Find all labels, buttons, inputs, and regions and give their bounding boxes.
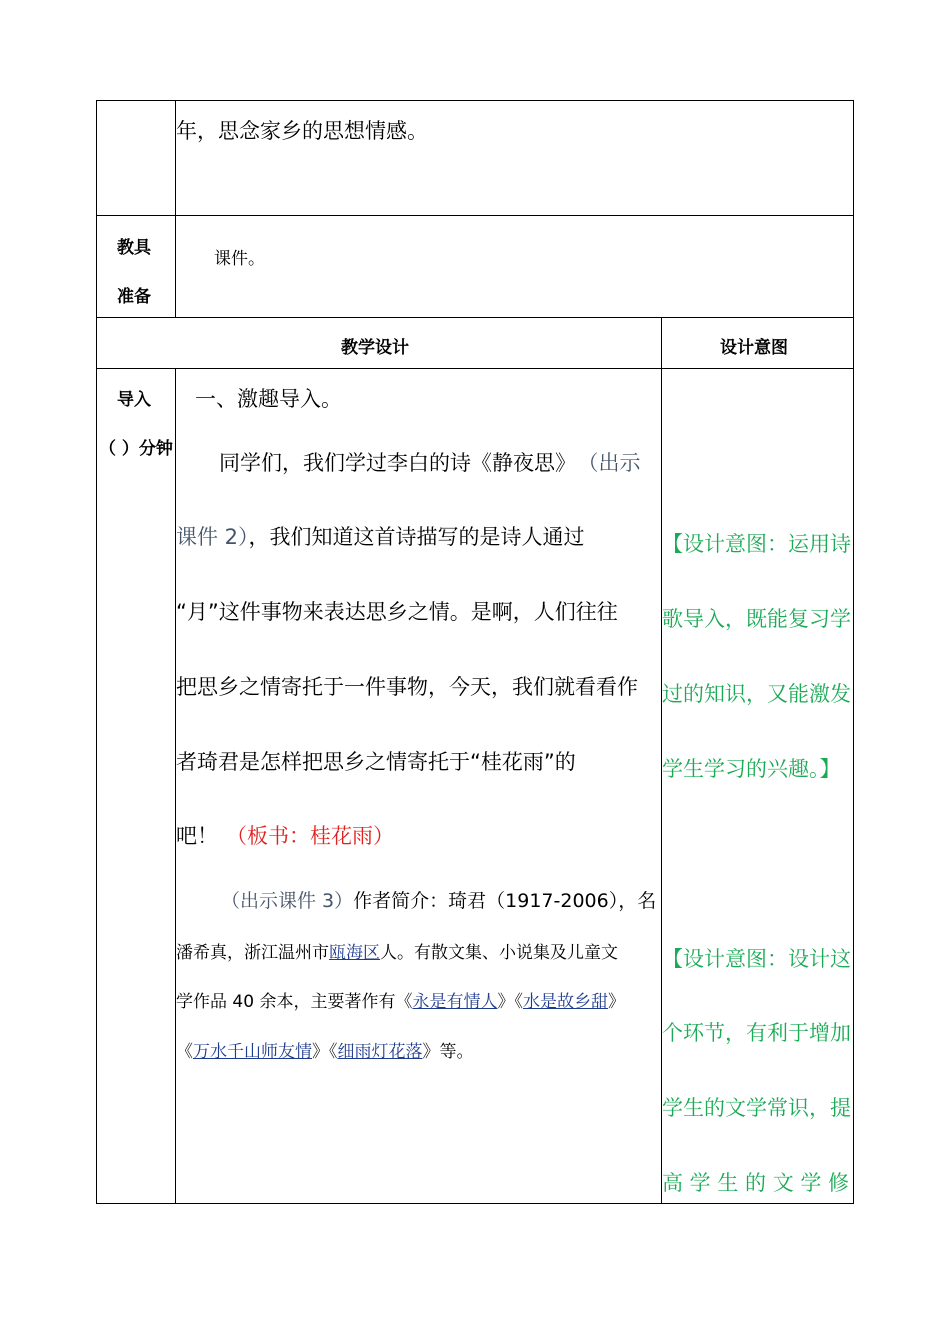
intent-1-line: 过的知识，又能激发 <box>662 682 851 706</box>
author-line: 潘希真，浙江温州市瓯海区人。有散文集、小说集及儿童文 <box>176 943 618 963</box>
intro-line: 课件 2），我们知道这首诗描写的是诗人通过 <box>176 525 585 549</box>
intro-line: 把思乡之情寄托于一件事物，今天，我们就看看作 <box>176 675 638 699</box>
intent-1-line: 【设计意图：运用诗 <box>662 532 851 556</box>
row-divider <box>97 368 853 369</box>
link-book-1[interactable]: 永是有情人 <box>412 992 498 1012</box>
author-line: 学作品 40 余本，主要著作有《永是有情人》《水是故乡甜》 <box>176 992 625 1012</box>
stage-time: （ ）分钟 <box>99 439 173 459</box>
link-book-2[interactable]: 水是故乡甜 <box>522 992 608 1012</box>
intent-header: 设计意图 <box>720 338 788 358</box>
author-line: 《万水千山师友情》《细雨灯花落》等。 <box>176 1042 474 1062</box>
link-book-4[interactable]: 细雨灯花落 <box>337 1042 423 1062</box>
column-divider <box>175 368 176 1203</box>
author-line: （出示课件 3）作者简介：琦君（1917-2006），名 <box>221 890 657 912</box>
design-header: 教学设计 <box>341 338 409 358</box>
row-divider <box>97 317 853 318</box>
intro-line: 同学们，我们学过李白的诗《静夜思》 （出示 <box>219 451 641 475</box>
intro-line: “月”这件事物来表达思乡之情。是啊，人们往往 <box>176 600 618 624</box>
row-divider <box>97 215 853 216</box>
intent-2-line: 【设计意图：设计这 <box>662 947 851 971</box>
link-book-3[interactable]: 万水千山师友情 <box>193 1042 312 1062</box>
intro-line: 吧！ （板书：桂花雨） <box>176 824 394 848</box>
intro-line: 者琦君是怎样把思乡之情寄托于“桂花雨”的 <box>176 750 576 774</box>
intent-1-line: 歌导入，既能复习学 <box>662 607 851 631</box>
link-ouhai-district[interactable]: 瓯海区 <box>329 943 380 963</box>
tools-value: 课件。 <box>214 249 265 269</box>
intent-1-line: 学生学习的兴趣。】 <box>662 757 841 781</box>
intent-2-line: 学生的文学常识，提 <box>662 1096 851 1120</box>
tools-label-line1: 教具 <box>117 238 151 258</box>
intent-2-line: 个环节，有利于增加 <box>662 1021 851 1045</box>
intro-heading: 一、激趣导入。 <box>195 387 342 411</box>
stage-name: 导入 <box>117 390 151 410</box>
intent-2-line: 高 学 生 的 文 学 修 <box>662 1171 850 1195</box>
goals-text: 年，思念家乡的思想情感。 <box>176 119 428 143</box>
tools-label-line2: 准备 <box>117 287 151 307</box>
